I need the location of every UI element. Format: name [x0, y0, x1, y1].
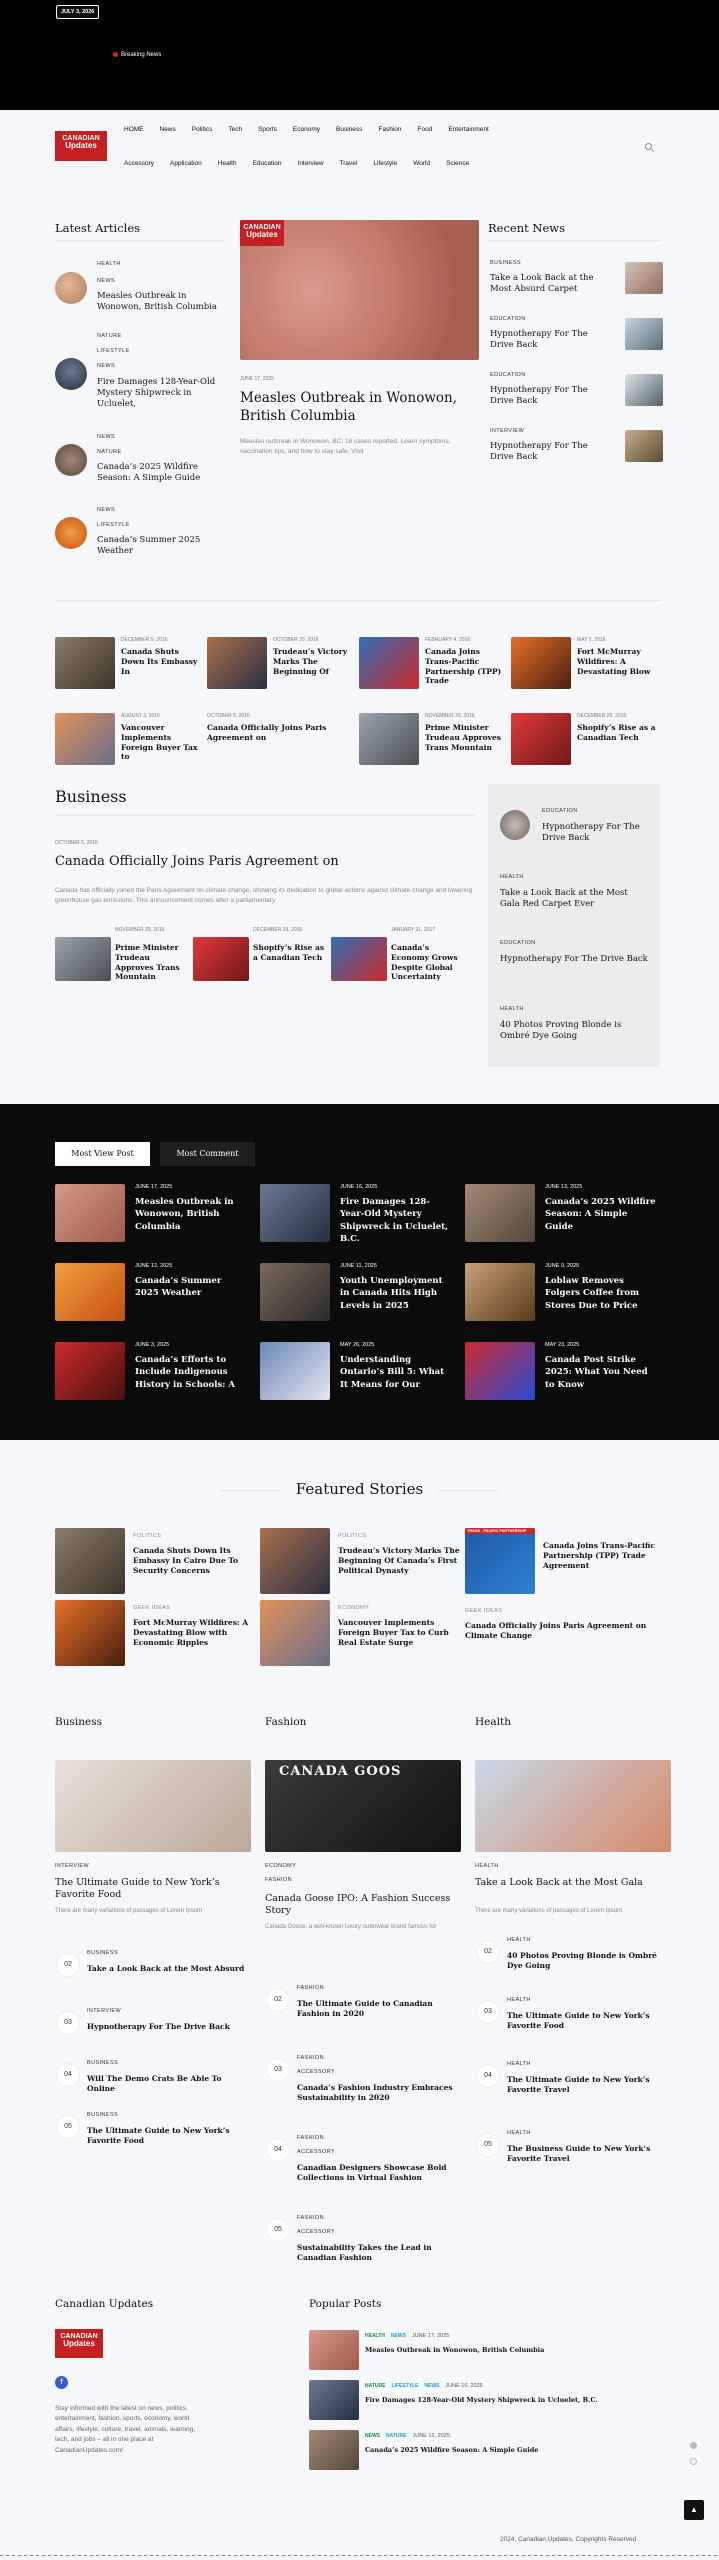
side-4-title[interactable]: 40 Photos Proving Blonde is Ombré Dye Going — [500, 1020, 622, 1042]
popular-tag[interactable]: NEWS — [390, 2333, 406, 2339]
grid-thumb[interactable] — [55, 713, 115, 765]
column-heading: Business — [55, 1716, 102, 1728]
popular-tags — [365, 2433, 450, 2439]
list-title[interactable]: The Ultimate Guide to New York’s Favorite Food — [507, 2011, 650, 2030]
list-cat[interactable]: HEALTH — [507, 1997, 531, 2003]
featured-title[interactable]: Trudeau’s Victory Marks The Beginning Of Canada’s First Political Dynasty — [338, 1546, 460, 1575]
popular-thumb[interactable] — [309, 2430, 359, 2470]
nav-item[interactable]: Sports — [258, 126, 277, 133]
list-number: 02 — [57, 1954, 79, 1976]
popular-title[interactable]: Measles Outbreak in Wonowon, British Columbia — [365, 2346, 545, 2354]
grid-title[interactable]: Shopify’s Rise as a Canadian Tech — [577, 723, 656, 742]
featured-title[interactable]: Vancouver Implements Foreign Buyer Tax to Curb Real Estate Surge — [338, 1618, 449, 1647]
most-view-date: JUNE 11, 2025 — [340, 1263, 377, 1269]
most-view-date: JUNE 9, 2025 — [545, 1263, 580, 1269]
most-view-date: JUNE 3, 2025 — [135, 1342, 170, 1348]
list-cat[interactable]: FASHION — [297, 1985, 324, 1991]
feature-logo-line2: Updates — [246, 230, 278, 239]
date-badge: JULY 3, 2026 — [56, 5, 99, 19]
divider — [488, 240, 660, 241]
divider — [55, 240, 225, 241]
side-3-title[interactable]: Hypnotherapy For The Drive Back — [500, 954, 648, 964]
most-view-thumb[interactable] — [465, 1184, 535, 1242]
featured-cat[interactable]: ECONOMY — [338, 1605, 370, 1611]
business-small-thumb[interactable] — [331, 937, 387, 981]
column-lead-title[interactable]: Take a Look Back at the Most Gala — [475, 1877, 643, 1888]
most-view-thumb[interactable] — [465, 1342, 535, 1400]
footer-about-heading: Canadian Updates — [55, 2298, 154, 2310]
nav-item[interactable]: Entertainment — [448, 126, 489, 133]
site-logo[interactable] — [55, 131, 107, 161]
most-view-title[interactable]: Fire Damages 128-Year-Old Mystery Shipwreck in Ucluelet, B.C. — [340, 1197, 449, 1244]
column-lead-title[interactable]: The Ultimate Guide to New York’s Favorite Food — [55, 1877, 220, 1901]
copyright: 2024, Canadian Updates, Copyrights Reserved — [500, 2536, 637, 2543]
list-cat[interactable]: FASHION — [297, 2055, 324, 2061]
list-title[interactable]: 40 Photos Proving Blonde is Ombré Dye Going — [507, 1951, 657, 1970]
list-title[interactable]: Will The Demo Crats Be Able To Online — [87, 2074, 222, 2093]
latest-thumb-2[interactable] — [55, 358, 87, 390]
feature-image[interactable] — [240, 220, 479, 360]
most-view-date: MAY 23, 2025 — [545, 1342, 580, 1348]
list-number: 05 — [477, 2134, 499, 2156]
latest-1-cat1[interactable]: HEALTH — [97, 261, 121, 267]
featured-thumb[interactable] — [260, 1528, 330, 1594]
footer-logo-line2: Updates — [63, 2339, 95, 2348]
breaking-dot-icon — [113, 52, 118, 57]
grid-title[interactable]: Vancouver Implements Foreign Buyer Tax to — [121, 723, 198, 762]
business-title[interactable]: Canada Officially Joins Paris Agreement on — [55, 854, 339, 869]
side-2-cat[interactable]: HEALTH — [500, 874, 524, 880]
column-lead-excerpt: There are many variations of passages of Lorem Ipsum — [55, 1908, 203, 1914]
popular-tag[interactable]: NATURE — [365, 2383, 386, 2389]
latest-thumb-1[interactable] — [55, 272, 87, 304]
recent-1-title[interactable]: Take a Look Back at the Most Absurd Carpet — [490, 273, 594, 295]
most-view-thumb[interactable] — [260, 1263, 330, 1321]
breaking-label: Breaking News — [121, 52, 162, 58]
featured-heading: Featured Stories — [295, 1480, 424, 1498]
business-small-thumb[interactable] — [55, 937, 111, 981]
featured-cat[interactable]: POLITICS — [338, 1533, 367, 1539]
back-to-top-icon[interactable]: ▲ — [684, 2500, 704, 2520]
nav-item[interactable]: Application — [169, 160, 202, 167]
side-3-cat[interactable]: EDUCATION — [500, 940, 536, 946]
business-sidebar — [488, 784, 660, 1067]
divider-left — [220, 1490, 280, 1491]
tpp-banner: TRANS - PACIFIC PARTNERSHIP — [465, 1528, 535, 1534]
nav-item[interactable]: News — [159, 126, 176, 133]
list-cat[interactable]: BUSINESS — [87, 1950, 119, 1956]
latest-1-title[interactable]: Measles Outbreak in Wonowon, British Columbia — [97, 291, 217, 313]
recent-thumb-4[interactable] — [625, 430, 663, 462]
grid-thumb[interactable] — [55, 637, 115, 689]
most-view-title[interactable]: Canada’s Efforts to Include Indigenous History in Schools: A — [135, 1355, 235, 1390]
nav-item[interactable]: Tech — [228, 126, 243, 133]
recent-thumb-3[interactable] — [625, 374, 663, 406]
list-cat[interactable]: BUSINESS — [87, 2060, 119, 2066]
latest-2-cat1[interactable]: NATURE — [97, 333, 122, 339]
most-view-title[interactable]: Canada Post Strike 2025: What You Need to Know — [545, 1355, 648, 1390]
list-number: 02 — [477, 1941, 499, 1963]
list-cat[interactable]: HEALTH — [507, 2130, 531, 2136]
popular-tag[interactable]: LIFESTYLE — [391, 2383, 419, 2389]
most-view-date: JUNE 17, 2025 — [135, 1184, 173, 1190]
main-nav-row2 — [124, 160, 485, 167]
column-lead-cat2[interactable]: FASHION — [265, 1877, 292, 1883]
grid-date: MAY 1, 2016 — [577, 637, 606, 643]
list-title[interactable]: Take a Look Back at the Most Absurd — [87, 1964, 245, 1973]
nav-item[interactable]: Education — [252, 160, 282, 167]
latest-3-title[interactable]: Canada’s 2025 Wildfire Season: A Simple Guide — [97, 462, 201, 484]
featured-title[interactable]: Canada Shuts Down Its Embassy In Cairo Due To Security Concerns — [133, 1546, 239, 1575]
nav-item[interactable]: Accessory — [124, 160, 154, 167]
latest-2-cat3[interactable]: NEWS — [97, 363, 116, 369]
popular-date: JUNE 16, 2025 — [445, 2383, 483, 2389]
logo-line2: Updates — [65, 141, 97, 150]
column-lead-image[interactable] — [265, 1760, 461, 1852]
footer-about-text: Stay informed with the latest on news, politics, entertainment, fashion, sports, economy, world affairs, lifestyle, culture, travel, animals, learning, tech, and jobs – all in one place at CanadianUpdates.com! — [55, 2405, 196, 2454]
grid-thumb[interactable] — [359, 637, 419, 689]
feature-excerpt: Measles outbreak in Wonowon, BC: 18 cases reported. Learn symptoms, vaccination tips, and how to stay safe. Visit — [240, 438, 451, 455]
most-view-date: JUNE 13, 2025 — [545, 1184, 583, 1190]
nav-item[interactable]: Fashion — [378, 126, 402, 133]
footer-logo-line1: CANADIAN — [60, 2333, 98, 2340]
list-title[interactable]: Hypnotherapy For The Drive Back — [87, 2022, 230, 2031]
facebook-icon[interactable]: f — [55, 2376, 68, 2389]
column-lead-cat[interactable]: INTERVIEW — [55, 1863, 90, 1869]
popular-title[interactable]: Canada’s 2025 Wildfire Season: A Simple Guide — [365, 2446, 539, 2454]
popular-heading: Popular Posts — [309, 2298, 382, 2310]
most-view-date: JUNE 16, 2025 — [340, 1184, 378, 1190]
column-lead-excerpt: Canada Goose, a well-known luxury outerwear brand famous for — [265, 1924, 437, 1930]
business-small-title[interactable]: Prime Minister Trudeau Approves Trans Mountain — [115, 943, 180, 982]
grid-title[interactable]: Canada Joins Trans-Pacific Partnership (TPP) Trade — [425, 647, 502, 686]
top-bar — [0, 0, 719, 110]
business-date: OCTOBER 5, 2016 — [55, 840, 98, 846]
business-small-date: DECEMBER 29, 2016 — [253, 927, 303, 933]
most-view-thumb[interactable] — [260, 1342, 330, 1400]
list-cat[interactable]: ACCESSORY — [297, 2149, 336, 2155]
column-lead-image[interactable] — [55, 1760, 251, 1852]
popular-tag[interactable]: NEWS — [365, 2433, 380, 2439]
grid-title[interactable]: Trudeau’s Victory Marks The Beginning Of — [273, 647, 348, 676]
list-cat[interactable]: HEALTH — [507, 1937, 531, 1943]
recent-2-cat[interactable]: EDUCATION — [490, 316, 526, 322]
most-view-title[interactable]: Understanding Ontario’s Bill 5: What It Means for Our — [340, 1355, 445, 1390]
most-view-thumb[interactable] — [55, 1184, 125, 1242]
list-title[interactable]: Canadian Designers Showcase Bold Collections in Virtual Fashion — [297, 2163, 447, 2182]
list-cat[interactable]: BUSINESS — [87, 2112, 119, 2118]
list-number: 03 — [477, 2001, 499, 2023]
nav-item[interactable]: Economy — [292, 126, 320, 133]
popular-tags — [365, 2333, 449, 2339]
list-number: 03 — [57, 2012, 79, 2034]
list-number: 04 — [267, 2139, 289, 2161]
latest-2-cat2[interactable]: LIFESTYLE — [97, 348, 130, 354]
side-2-title[interactable]: Take a Look Back at the Most Gala Red Carpet Ever — [500, 888, 628, 910]
nav-item[interactable]: Health — [217, 160, 237, 167]
nav-item[interactable]: Food — [417, 126, 433, 133]
scroll-dot-icon[interactable] — [690, 2442, 697, 2449]
featured-thumb[interactable] — [465, 1528, 535, 1594]
most-view-section — [0, 1104, 719, 1440]
list-title[interactable]: Sustainability Takes the Lead in Canadian Fashion — [297, 2243, 432, 2262]
grid-thumb[interactable] — [511, 713, 571, 765]
popular-tag[interactable]: HEALTH — [365, 2333, 385, 2339]
latest-2-title[interactable]: Fire Damages 128-Year-Old Mystery Shipwreck in Ucluelet, — [97, 377, 216, 410]
nav-item[interactable]: Science — [446, 160, 470, 167]
list-cat[interactable]: FASHION — [297, 2135, 324, 2141]
latest-4-title[interactable]: Canada’s Summer 2025 Weather — [97, 535, 201, 557]
column-lead-cat[interactable]: ECONOMY — [265, 1863, 297, 1869]
featured-title[interactable]: Fort McMurray Wildfires: A Devastating Blow with Economic Ripples — [133, 1618, 249, 1647]
popular-tag[interactable]: NATURE — [386, 2433, 407, 2439]
nav-item[interactable]: Lifestyle — [373, 160, 398, 167]
most-view-title[interactable]: Canada’s 2025 Wildfire Season: A Simple Guide — [545, 1197, 656, 1232]
popular-tag[interactable]: NEWS — [424, 2383, 440, 2389]
most-view-title[interactable]: Loblaw Removes Folgers Coffee from Stores Due to Price — [545, 1276, 640, 1311]
list-title[interactable]: Canada’s Fashion Industry Embraces Sustainability in 2020 — [297, 2083, 453, 2102]
business-small-date: JANUARY 31, 2017 — [391, 927, 436, 933]
tab-most-view[interactable]: Most View Post — [55, 1142, 150, 1166]
popular-date: JUNE 13, 2025 — [412, 2433, 450, 2439]
section-divider — [55, 600, 661, 601]
business-small-thumb[interactable] — [193, 937, 249, 981]
latest-4-cat2[interactable]: LIFESTYLE — [97, 522, 130, 528]
featured-cat[interactable]: POLITICS — [133, 1533, 162, 1539]
business-small-title[interactable]: Shopify’s Rise as a Canadian Tech — [253, 943, 325, 962]
list-cat[interactable]: INTERVIEW — [87, 2008, 122, 2014]
side-1-cat[interactable]: EDUCATION — [542, 808, 578, 814]
feature-logo-badge — [240, 220, 284, 246]
popular-tags — [365, 2383, 483, 2389]
popular-thumb[interactable] — [309, 2330, 359, 2370]
grid-thumb[interactable] — [359, 713, 419, 765]
feature-date: JUNE 17, 2025 — [240, 376, 274, 382]
divider — [55, 815, 475, 816]
logo-line1: CANADIAN — [62, 135, 100, 142]
most-view-date: JUNE 12, 2025 — [135, 1263, 173, 1269]
recent-heading: Recent News — [488, 221, 566, 235]
most-view-thumb[interactable] — [260, 1184, 330, 1242]
featured-thumb[interactable] — [55, 1528, 125, 1594]
featured-title[interactable]: Canada Officially Joins Paris Agreement on Climate Change — [465, 1621, 647, 1640]
grid-thumb[interactable] — [511, 637, 571, 689]
scroll-dot-2-icon[interactable] — [690, 2458, 697, 2465]
list-number: 04 — [57, 2064, 79, 2086]
recent-thumb-2[interactable] — [625, 318, 663, 350]
list-title[interactable]: The Ultimate Guide to New York’s Favorite Travel — [507, 2075, 650, 2094]
latest-3-cat1[interactable]: NEWS — [97, 434, 116, 440]
grid-date: DECEMBER 9, 2016 — [121, 637, 168, 643]
grid-date: OCTOBER 5, 2016 — [207, 713, 250, 719]
latest-thumb-4[interactable] — [55, 517, 87, 549]
recent-thumb-1[interactable] — [625, 262, 663, 294]
most-view-thumb[interactable] — [465, 1263, 535, 1321]
column-lead-image[interactable] — [475, 1760, 671, 1852]
list-cat[interactable]: ACCESSORY — [297, 2229, 336, 2235]
most-view-thumb[interactable] — [55, 1263, 125, 1321]
column-heading: Fashion — [265, 1716, 307, 1728]
recent-3-title[interactable]: Hypnotherapy For The Drive Back — [490, 385, 588, 407]
grid-date: FEBRUARY 4, 2016 — [425, 637, 471, 643]
recent-4-title[interactable]: Hypnotherapy For The Drive Back — [490, 441, 588, 463]
list-title[interactable]: The Ultimate Guide to Canadian Fashion in 2020 — [297, 1999, 433, 2018]
nav-item[interactable]: Travel — [339, 160, 358, 167]
nav-item[interactable]: HOME — [124, 126, 144, 133]
footer-logo[interactable] — [55, 2329, 103, 2358]
featured-thumb[interactable] — [55, 1600, 125, 1666]
grid-date: OCTOBER 20, 2016 — [273, 637, 319, 643]
business-heading: Business — [55, 787, 127, 806]
list-cat[interactable]: HEALTH — [507, 2061, 531, 2067]
business-small-title[interactable]: Canada’s Economy Grows Despite Global Uncertainty — [391, 943, 458, 982]
side-1-title[interactable]: Hypnotherapy For The Drive Back — [542, 822, 640, 844]
nav-item[interactable]: Interview — [297, 160, 324, 167]
list-number: 04 — [477, 2065, 499, 2087]
column-lead-excerpt: There are many variations of passages of Lorem Ipsum — [475, 1908, 623, 1914]
column-heading: Health — [475, 1716, 511, 1728]
sidebar-avatar[interactable] — [500, 810, 530, 840]
recent-3-cat[interactable]: EDUCATION — [490, 372, 526, 378]
grid-title[interactable]: Prime Minister Trudeau Approves Trans Mountain — [425, 723, 501, 752]
tab-most-comment[interactable]: Most Comment — [160, 1142, 255, 1166]
recent-4-cat[interactable]: INTERVIEW — [490, 428, 525, 434]
divider-right — [438, 1490, 498, 1491]
column-lead-cat[interactable]: HEALTH — [475, 1863, 499, 1869]
most-view-thumb[interactable] — [55, 1342, 125, 1400]
list-title[interactable]: The Ultimate Guide to New York’s Favorite Food — [87, 2126, 230, 2145]
most-view-date: MAY 26, 2025 — [340, 1342, 375, 1348]
list-cat[interactable]: ACCESSORY — [297, 2069, 336, 2075]
latest-heading: Latest Articles — [55, 221, 141, 235]
business-small-date: NOVEMBER 29, 2016 — [115, 927, 165, 933]
nav-item[interactable]: Business — [336, 126, 363, 133]
latest-3-cat2[interactable]: NATURE — [97, 449, 122, 455]
featured-thumb[interactable] — [260, 1600, 330, 1666]
footer-dashed-line — [0, 2555, 719, 2556]
most-view-title[interactable]: Measles Outbreak in Wonowon, British Columbia — [135, 1197, 234, 1232]
featured-cat[interactable]: GEEK IDEAS — [465, 1608, 503, 1614]
latest-thumb-3[interactable] — [55, 444, 87, 476]
grid-date: AUGUST 3, 2016 — [121, 713, 160, 719]
nav-item[interactable]: Politics — [191, 126, 213, 133]
grid-title[interactable]: Canada Officially Joins Paris Agreement on — [207, 723, 327, 742]
list-cat[interactable]: FASHION — [297, 2215, 324, 2221]
latest-4-cat1[interactable]: NEWS — [97, 507, 116, 513]
most-view-title[interactable]: Youth Unemployment in Canada Hits High Levels in 2025 — [340, 1276, 443, 1311]
side-4-cat[interactable]: HEALTH — [500, 1006, 524, 1012]
most-view-title[interactable]: Canada’s Summer 2025 Weather — [135, 1276, 222, 1299]
recent-1-cat[interactable]: BUSINESS — [490, 260, 522, 266]
grid-date: NOVEMBER 29, 2016 — [425, 713, 475, 719]
column-lead-title[interactable]: Canada Goose IPO: A Fashion Success Story — [265, 1893, 451, 1917]
featured-cat[interactable]: GEEK IDEAS — [133, 1605, 171, 1611]
popular-title[interactable]: Fire Damages 128-Year-Old Mystery Shipwreck in Ucluelet, B.C. — [365, 2396, 598, 2404]
latest-1-cat2[interactable]: NEWS — [97, 278, 116, 284]
main-nav-row1 — [124, 126, 505, 133]
list-number: 05 — [57, 2116, 79, 2138]
nav-item[interactable]: World — [413, 160, 431, 167]
list-number: 03 — [267, 2059, 289, 2081]
grid-title[interactable]: Canada Shuts Down Its Embassy In — [121, 647, 198, 676]
list-number: 02 — [267, 1989, 289, 2011]
featured-title[interactable]: Canada Joins Trans-Pacific Partnership (TPP) Trade Agreement — [543, 1541, 655, 1570]
recent-2-title[interactable]: Hypnotherapy For The Drive Back — [490, 329, 588, 351]
business-excerpt: Canada has officially joined the Paris Agreement on climate change, showing its dedication to global actions against climate change and lowering greenhouse gas emissions. This announcement comes after a parliamentary — [55, 887, 473, 904]
search-icon[interactable] — [645, 143, 652, 150]
fashion-banner-text: CANADA GOOS — [279, 1764, 402, 1779]
breaking-news[interactable] — [113, 51, 161, 59]
popular-thumb[interactable] — [309, 2380, 359, 2420]
list-number: 05 — [267, 2219, 289, 2241]
popular-date: JUNE 17, 2025 — [411, 2333, 450, 2339]
list-title[interactable]: The Business Guide to New York’s Favorite Travel — [507, 2144, 651, 2163]
grid-date: DECEMBER 29, 2016 — [577, 713, 627, 719]
grid-thumb[interactable] — [207, 637, 267, 689]
feature-logo-line1: CANADIAN — [243, 224, 281, 231]
grid-title[interactable]: Fort McMurray Wildfires: A Devastating Blow — [577, 647, 651, 676]
feature-title[interactable]: Measles Outbreak in Wonowon, British Columbia — [240, 390, 457, 424]
